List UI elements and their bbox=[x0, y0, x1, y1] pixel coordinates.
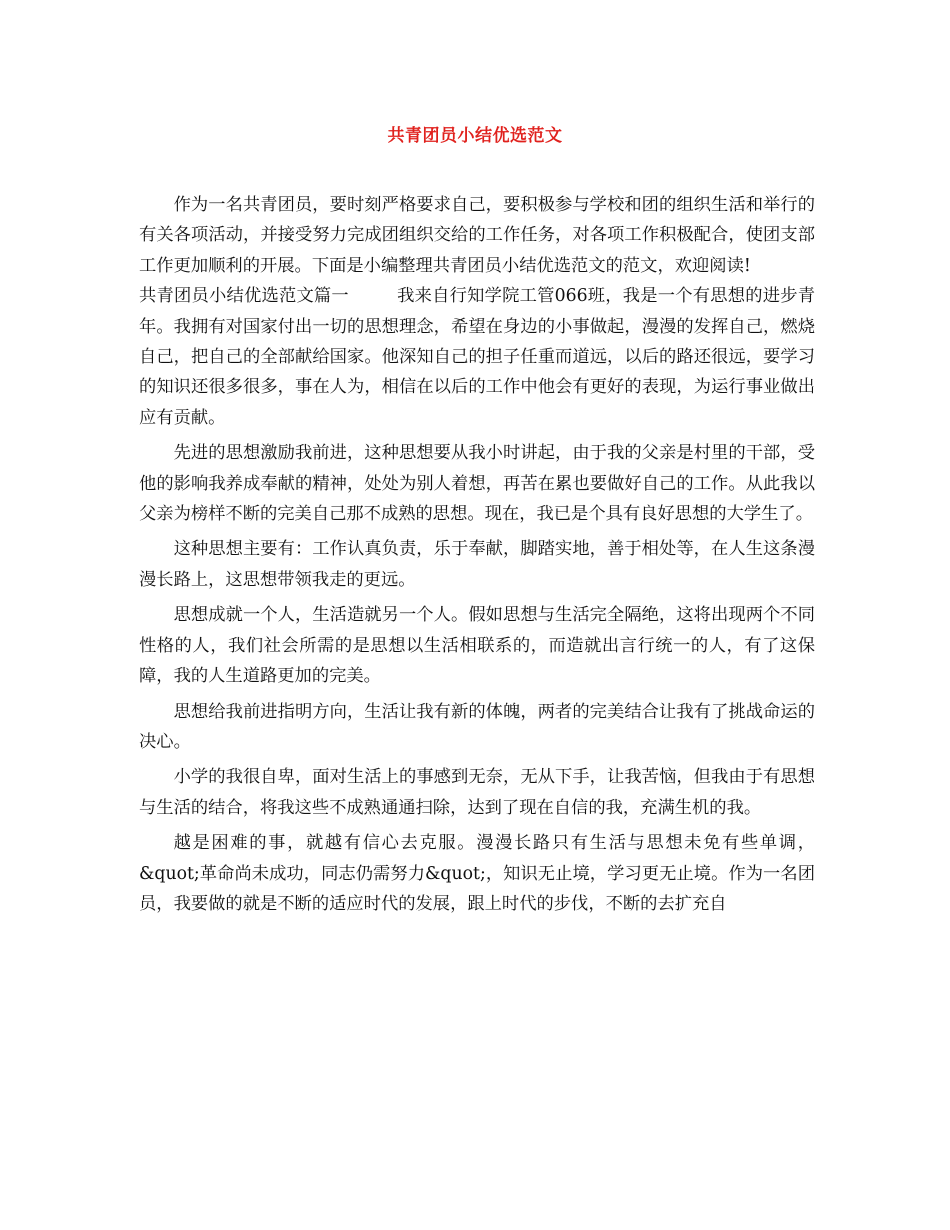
section-first-text: 我来自行知学院工管066班，我是一个有思想的进步青年。我拥有对国家付出一切的思想理念，希望在身边的小事做起，漫漫的发挥自己，燃烧自己，把自己的全部献给国家。他深知自己的担子任重而道远，以后的路还很远，要学习的知识还很多很多，事在人为，相信在以后的工作中他会有更好的表现，为运行事业做出应有贡献。 bbox=[139, 286, 815, 428]
section-one-paragraph bbox=[139, 281, 815, 433]
body-paragraph-1: 先进的思想激励我前进，这种思想要从我小时讲起，由于我的父亲是村里的干部，受他的影响我养成奉献的精神，处处为别人着想，再苦在累也要做好自己的工作。从此我以父亲为榜样不断的完美自己那不成熟的思想。现在，我已是个具有良好思想的大学生了。 bbox=[139, 443, 815, 525]
intro-paragraph: 作为一名共青团员，要时刻严格要求自己，要积极参与学校和团的组织生活和举行的有关各项活动，并接受努力完成团组织交给的工作任务，对各项工作积极配合，使团支部工作更加顺利的开展。下面是小编整理共青团员小结优选范文的范文，欢迎阅读! bbox=[139, 195, 815, 276]
section-heading: 共青团员小结优选范文篇一 bbox=[139, 286, 349, 307]
body-paragraph-5: 小学的我很自卑，面对生活上的事感到无奈，无从下手，让我苦恼，但我由于有思想与生活的结合，将我这些不成熟通通扫除，达到了现在自信的我，充满生机的我。 bbox=[139, 767, 815, 818]
body-paragraph-6: 越是困难的事，就越有信心去克服。漫漫长路只有生活与思想未免有些单调，&quot;革命尚未成功，同志仍需努力&quot;，知识无止境，学习更无止境。作为一名团员，我要做的就是不断的适应时代的发展，跟上时代的步伐，不断的去扩充自 bbox=[139, 833, 815, 914]
body-paragraph-2: 这种思想主要有：工作认真负责，乐于奉献，脚踏实地，善于相处等，在人生这条漫漫长路上，这思想带领我走的更远。 bbox=[139, 539, 815, 590]
document-title: 共青团员小结优选范文 bbox=[387, 126, 563, 146]
body-paragraph-4: 思想给我前进指明方向，生活让我有新的体魄，两者的完美结合让我有了挑战命运的决心。 bbox=[139, 701, 815, 752]
body-paragraph-3: 思想成就一个人，生活造就另一个人。假如思想与生活完全隔绝，这将出现两个不同性格的人，我们社会所需的是思想以生活相联系的，而造就出言行统一的人，有了这保障，我的人生道路更加的完美。 bbox=[139, 605, 815, 687]
document-body bbox=[139, 190, 815, 924]
